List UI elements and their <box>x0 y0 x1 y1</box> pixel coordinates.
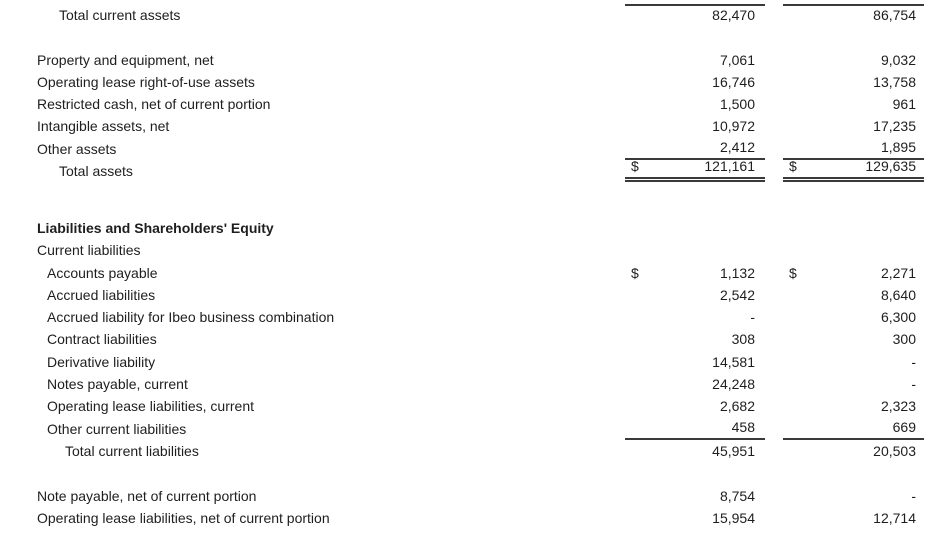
table-row-operating-lease-rou-assets <box>0 71 950 93</box>
table-row-contract-liabilities <box>0 328 950 350</box>
amount-value: 15,954 <box>712 509 755 526</box>
amount-cell-col1 <box>625 239 765 261</box>
amount-cell-col1 <box>625 4 765 26</box>
blank-section-gap <box>0 182 950 217</box>
amount-value: 961 <box>892 96 916 113</box>
amount-value: 2,682 <box>719 398 755 415</box>
table-row-accounts-payable <box>0 262 950 284</box>
amount-value: 2,412 <box>719 138 755 155</box>
table-row-total-assets <box>0 160 950 182</box>
row-label: Restricted cash, net of current portion <box>37 96 271 113</box>
table-row-other-current-liabilities <box>0 418 950 440</box>
row-label: Total assets <box>59 163 133 180</box>
row-label: Accrued liability for Ibeo business combination <box>47 309 335 326</box>
blank-row <box>0 26 950 48</box>
amount-value: 45,951 <box>712 442 755 459</box>
amount-cell-col1 <box>625 93 765 115</box>
row-label: Operating lease right-of-use assets <box>37 73 255 90</box>
amount-value: 7,061 <box>719 51 755 68</box>
amount-cell-col1 <box>625 351 765 373</box>
amount-value: 13,758 <box>873 73 916 90</box>
amount-value: 2,271 <box>880 264 916 281</box>
amount-value: 121,161 <box>704 158 755 175</box>
amount-cell-col1 <box>625 373 765 395</box>
blank-row <box>0 462 950 484</box>
row-label: Accrued liabilities <box>47 286 156 303</box>
amount-cell-col1 <box>625 160 765 182</box>
amount-value: 2,542 <box>719 286 755 303</box>
section-header-label: Liabilities and Shareholders' Equity <box>37 219 274 236</box>
table-row-notes-payable-current <box>0 373 950 395</box>
amount-cell-col1 <box>625 262 765 284</box>
amount-cell-col1 <box>625 115 765 137</box>
row-label: Current liabilities <box>37 242 141 259</box>
row-label: Total current assets <box>59 7 181 23</box>
amount-value: 458 <box>731 418 755 435</box>
amount-cell-col2 <box>783 262 924 284</box>
amount-cell-col2 <box>783 71 924 93</box>
table-row-operating-lease-liabilities-noncurrent <box>0 507 950 529</box>
amount-value: 300 <box>892 331 916 348</box>
table-row-total-current-assets <box>0 4 950 26</box>
amount-cell-col2 <box>783 440 924 462</box>
row-label: Operating lease liabilities, current <box>47 398 254 415</box>
amount-cell-col2 <box>783 328 924 350</box>
amount-value: 82,470 <box>712 7 755 23</box>
amount-value: 17,235 <box>873 118 916 135</box>
table-row-intangible-assets <box>0 115 950 137</box>
amount-cell-col2 <box>783 115 924 137</box>
table-row-property-equipment <box>0 49 950 71</box>
amount-cell-col1 <box>625 418 765 440</box>
amount-value: 8,754 <box>719 487 755 504</box>
row-label: Notes payable, current <box>47 376 188 393</box>
row-label: Contract liabilities <box>47 331 157 348</box>
amount-cell-col2 <box>783 49 924 71</box>
amount-value: 1,895 <box>880 138 916 155</box>
amount-value: 16,746 <box>712 73 755 90</box>
amount-cell-col2 <box>783 217 924 239</box>
amount-value: - <box>750 309 755 326</box>
amount-value: 2,323 <box>880 398 916 415</box>
table-row-restricted-cash <box>0 93 950 115</box>
row-label: Operating lease liabilities, net of current portion <box>37 509 330 526</box>
row-label: Other assets <box>37 140 117 157</box>
amount-cell-col1 <box>625 217 765 239</box>
amount-cell-col2 <box>783 395 924 417</box>
amount-cell-col2 <box>783 485 924 507</box>
amount-value: 6,300 <box>880 309 916 326</box>
amount-value: - <box>911 487 916 504</box>
row-label: Total current liabilities <box>65 442 199 459</box>
amount-cell-col1 <box>625 49 765 71</box>
amount-value: 24,248 <box>712 376 755 393</box>
amount-cell-col1 <box>625 395 765 417</box>
amount-value: 12,714 <box>873 509 916 526</box>
table-row-total-current-liabilities <box>0 440 950 462</box>
amount-cell-col1 <box>625 328 765 350</box>
section-header-liabilities-equity <box>0 217 950 239</box>
amount-value: - <box>911 376 916 393</box>
amount-value: 1,500 <box>719 96 755 113</box>
amount-value: 20,503 <box>873 442 916 459</box>
amount-cell-col1 <box>625 306 765 328</box>
amount-value: 86,754 <box>873 7 916 23</box>
currency-symbol: $ <box>631 264 639 281</box>
amount-cell-col2 <box>783 507 924 529</box>
amount-cell-col2 <box>783 373 924 395</box>
amount-cell-col1 <box>625 71 765 93</box>
amount-cell-col1 <box>625 507 765 529</box>
amount-value: 8,640 <box>880 286 916 303</box>
currency-symbol: $ <box>631 158 639 175</box>
currency-symbol: $ <box>789 158 797 175</box>
currency-symbol: $ <box>789 264 797 281</box>
amount-value: 308 <box>731 331 755 348</box>
amount-cell-col2 <box>783 351 924 373</box>
amount-value: 669 <box>892 418 916 435</box>
amount-value: 14,581 <box>712 353 755 370</box>
amount-cell-col2 <box>783 93 924 115</box>
row-label: Accounts payable <box>47 264 158 281</box>
amount-value: 1,132 <box>719 264 755 281</box>
table-row-derivative-liability <box>0 351 950 373</box>
row-label: Intangible assets, net <box>37 118 170 135</box>
amount-cell-col1 <box>625 440 765 462</box>
amount-value: 9,032 <box>880 51 916 68</box>
amount-cell-col1 <box>625 284 765 306</box>
amount-cell-col2 <box>783 160 924 182</box>
amount-cell-col1 <box>625 485 765 507</box>
row-label: Property and equipment, net <box>37 51 214 68</box>
table-row-current-liabilities-header <box>0 239 950 261</box>
amount-cell-col2 <box>783 284 924 306</box>
amount-cell-col2 <box>783 239 924 261</box>
table-row-note-payable-noncurrent <box>0 485 950 507</box>
amount-value: 129,635 <box>865 158 916 175</box>
amount-cell-col2 <box>783 4 924 26</box>
row-label: Note payable, net of current portion <box>37 487 257 504</box>
amount-value: 10,972 <box>712 118 755 135</box>
amount-value: - <box>911 353 916 370</box>
table-row-operating-lease-liabilities-current <box>0 395 950 417</box>
amount-cell-col2 <box>783 306 924 328</box>
amount-cell-col2 <box>783 418 924 440</box>
table-row-ibeo-accrued-liability <box>0 306 950 328</box>
row-label: Other current liabilities <box>47 420 187 437</box>
table-row-accrued-liabilities <box>0 284 950 306</box>
row-label: Derivative liability <box>47 353 156 370</box>
